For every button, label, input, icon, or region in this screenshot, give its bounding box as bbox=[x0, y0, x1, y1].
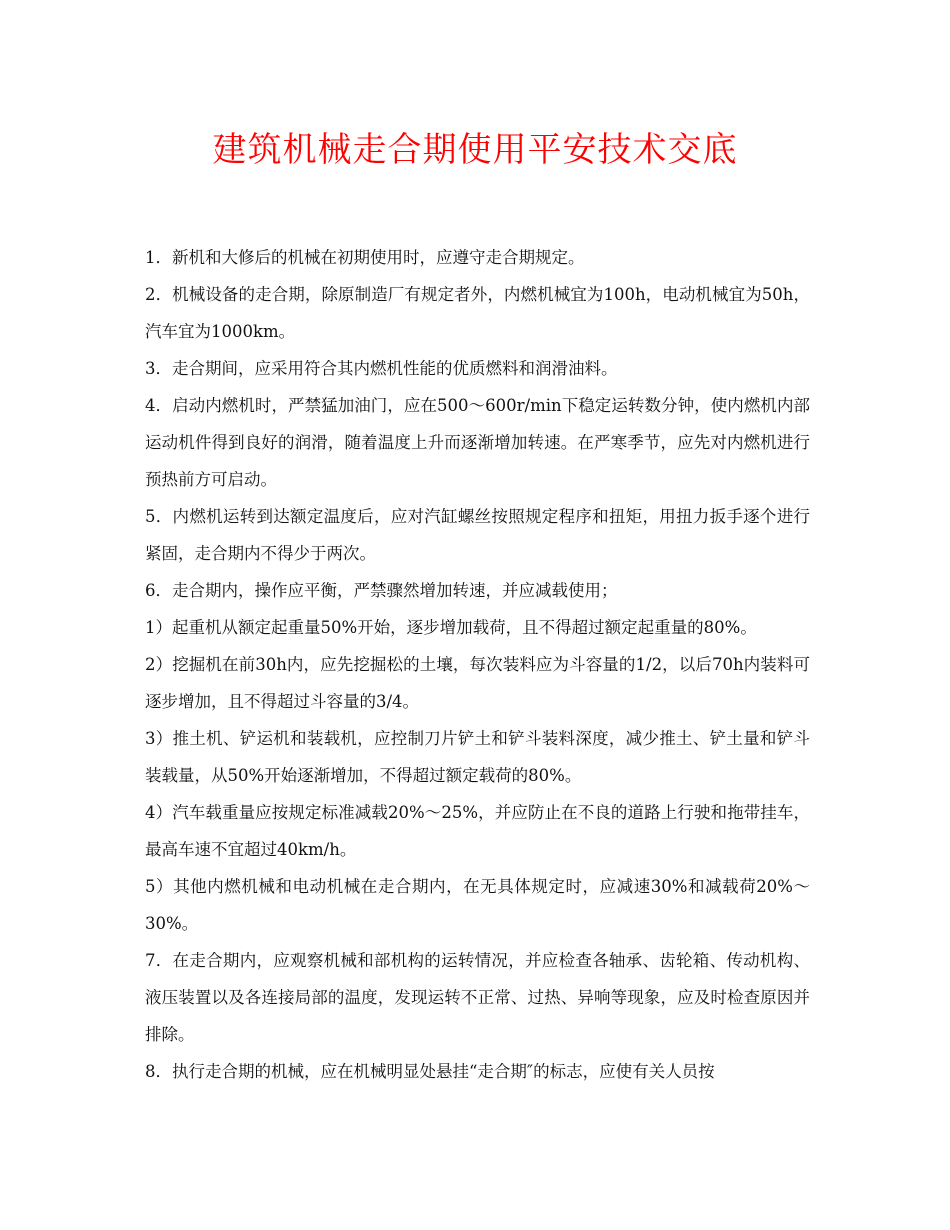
document-title: 建筑机械走合期使用平安技术交底 bbox=[212, 130, 738, 170]
paragraph-3: 3．走合期间，应采用符合其内燃机性能的优质燃料和润滑油料。 bbox=[145, 359, 618, 378]
sub-item-3: 3）推土机、铲运机和装载机，应控制刀片铲土和铲斗装料深度，减少推土、铲土量和铲斗装载量，从50%开始逐渐增加，不得超过额定载荷的80%。 bbox=[145, 729, 810, 785]
sub-item-4: 4）汽车载重量应按规定标准减载20%～25%，并应防止在不良的道路上行驶和拖带挂车，最高车速不宜超过40km/h。 bbox=[145, 803, 810, 859]
sub-item-1: 1）起重机从额定起重量50%开始，逐步增加载荷，且不得超过额定起重量的80%。 bbox=[145, 618, 757, 637]
paragraph-1: 1．新机和大修后的机械在初期使用时，应遵守走合期规定。 bbox=[145, 248, 585, 267]
sub-item-2: 2）挖掘机在前30h内，应先挖掘松的土壤，每次装料应为斗容量的1/2，以后70h内装料可逐步增加，且不得超过斗容量的3/4。 bbox=[145, 655, 810, 711]
paragraph-4: 4．启动内燃机时，严禁猛加油门，应在500～600r/min下稳定运转数分钟，使内燃机内部运动机件得到良好的润滑，随着温度上升而逐渐增加转速。在严寒季节，应先对内燃机进行预热前方可启动。 bbox=[145, 396, 810, 489]
paragraph-2: 2．机械设备的走合期，除原制造厂有规定者外，内燃机械宜为100h，电动机械宜为50h，汽车宜为1000km。 bbox=[145, 285, 810, 341]
paragraph-6: 6．走合期内，操作应平衡，严禁骤然增加转速，并应减载使用； bbox=[145, 581, 618, 600]
paragraph-5: 5．内燃机运转到达额定温度后，应对汽缸螺丝按照规定程序和扭矩，用扭力扳手逐个进行紧固，走合期内不得少于两次。 bbox=[145, 507, 810, 563]
document-body bbox=[145, 239, 810, 1090]
paragraph-7: 7．在走合期内，应观察机械和部机构的运转情况，并应检查各轴承、齿轮箱、传动机构、液压装置以及各连接局部的温度，发现运转不正常、过热、异响等现象，应及时检查原因并排除。 bbox=[145, 951, 810, 1044]
paragraph-8: 8．执行走合期的机械，应在机械明显处悬挂“走合期″的标志，应使有关人员按 bbox=[145, 1062, 715, 1081]
sub-item-5: 5）其他内燃机械和电动机械在走合期内，在无具体规定时，应减速30%和减载荷20%～30%。 bbox=[145, 877, 810, 933]
